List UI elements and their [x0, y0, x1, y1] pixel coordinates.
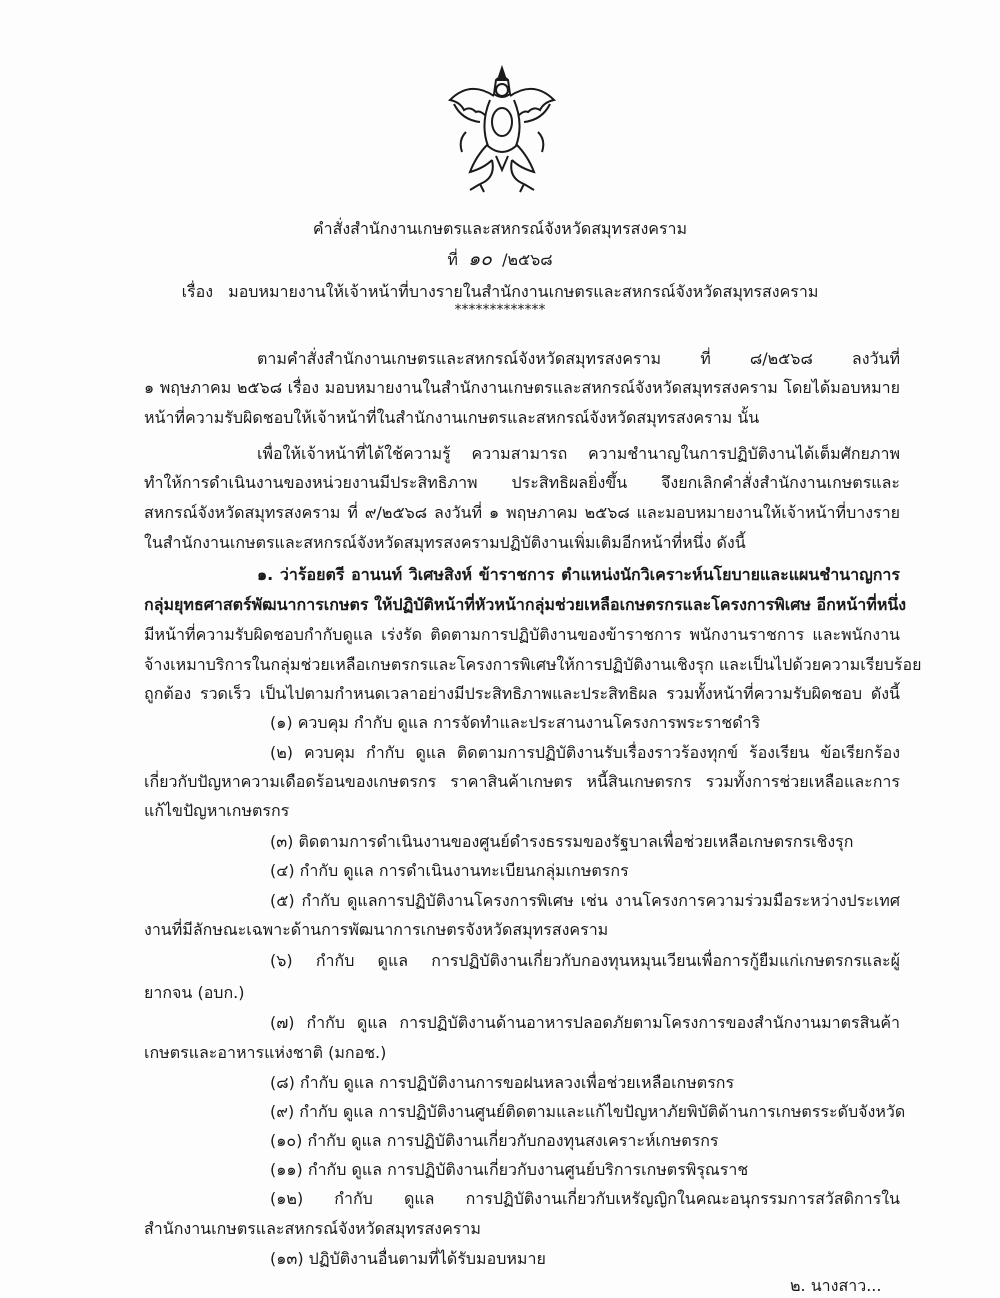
- duty-item: (๑๑) กำกับ ดูแล การปฏิบัติงานเกี่ยวกับงานศูนย์บริการเกษตรพิรุณราช: [270, 1160, 749, 1179]
- assignment-1-line: มีหน้าที่ความรับผิดชอบกำกับดูแล เร่งรัด ติดตามการปฏิบัติงานของข้าราชการ พนักงานราชการ และพนักงาน: [144, 625, 900, 644]
- paragraph-2-line: ในสำนักงานเกษตรและสหกรณ์จังหวัดสมุทรสงครามปฏิบัติงานเพิ่มเติมอีกหน้าที่หนึ่ง ดังนี้: [144, 533, 746, 552]
- duty-item-cont: สำนักงานเกษตรและสหกรณ์จังหวัดสมุทรสงคราม: [144, 1219, 481, 1238]
- duty-item: (๑) ควบคุม กำกับ ดูแล การจัดทำและประสานงานโครงการพระราชดำริ: [270, 713, 761, 732]
- duty-item: (๑๒) กำกับ ดูแล การปฏิบัติงานเกี่ยวกับเหรัญญิกในคณะอนุกรรมการสวัสดิการใน: [270, 1189, 900, 1208]
- duty-item: (๒) ควบคุม กำกับ ดูแล ติดตามการปฏิบัติงานรับเรื่องราวร้องทุกข์ ร้องเรียน ข้อเรียกร้อง: [270, 743, 900, 762]
- paragraph-1-line: ตามคำสั่งสำนักงานเกษตรและสหกรณ์จังหวัดสมุทรสงคราม ที่ ๘/๒๕๖๘ ลงวันที่: [257, 349, 900, 368]
- assignment-1-line: จ้างเหมาบริการในกลุ่มช่วยเหลือเกษตรกรและโครงการพิเศษให้การปฏิบัติงานเชิงรุก และเป็นไปด้วยความเรียบร้อย: [144, 655, 922, 674]
- page-continuation: ๒. นางสาว...: [790, 1276, 882, 1295]
- duty-item: (๙) กำกับ ดูแล การปฏิบัติงานศูนย์ติดตามและแก้ไขปัญหาภัยพิบัติด้านการเกษตรระดับจังหวัด: [270, 1102, 906, 1121]
- duty-item-cont: งานที่มีลักษณะเฉพาะด้านการพัฒนาการเกษตรจังหวัดสมุทรสงคราม: [144, 920, 609, 939]
- assignment-1-heading: ๑. ว่าร้อยตรี อานนท์ วิเศษสิงห์ ข้าราชการ ตำแหน่งนักวิเคราะห์นโยบายและแผนชำนาญการ: [257, 565, 900, 584]
- duty-item: (๔) กำกับ ดูแล การดำเนินงานทะเบียนกลุ่มเกษตรกร: [270, 861, 629, 880]
- duty-item: (๘) กำกับ ดูแล การปฏิบัติงานการขอฝนหลวงเพื่อช่วยเหลือเกษตรกร: [270, 1073, 735, 1092]
- order-title: คำสั่งสำนักงานเกษตรและสหกรณ์จังหวัดสมุทรสงคราม: [312, 219, 688, 238]
- duty-item: (๑๓) ปฏิบัติงานอื่นตามที่ได้รับมอบหมาย: [270, 1249, 546, 1268]
- paragraph-2-line: สหกรณ์จังหวัดสมุทรสงคราม ที่ ๙/๒๕๖๘ ลงวันที่ ๑ พฤษภาคม ๒๕๖๘ และมอบหมายงานให้เจ้าหน้าที่บางราย: [144, 503, 900, 522]
- duty-item: (๓) ติดตามการดำเนินงานของศูนย์ดำรงธรรมของรัฐบาลเพื่อช่วยเหลือเกษตรกรเชิงรุก: [270, 832, 854, 851]
- duty-item: (๑๐) กำกับ ดูแล การปฏิบัติงานเกี่ยวกับกองทุนสงเคราะห์เกษตรกร: [270, 1131, 719, 1150]
- paragraph-1-line: ๑ พฤษภาคม ๒๕๖๘ เรื่อง มอบหมายงานในสำนักงานเกษตรและสหกรณ์จังหวัดสมุทรสงคราม โดยได้มอบหมาย: [144, 378, 900, 397]
- subject-text: มอบหมายงานให้เจ้าหน้าที่บางรายในสำนักงานเกษตรและสหกรณ์จังหวัดสมุทรสงคราม: [228, 282, 819, 301]
- order-number-handwritten: ๑๐: [468, 248, 492, 270]
- duty-item-cont: เกี่ยวกับปัญหาความเดือดร้อนของเกษตรกร ราคาสินค้าเกษตร หนี้สินเกษตรกร รวมทั้งการช่วยเหลือและการ: [144, 772, 900, 791]
- duty-item-cont: แก้ไขปัญหาเกษตรกร: [144, 801, 290, 820]
- assignment-1-heading: กลุ่มยุทธศาสตร์พัฒนาการเกษตร ให้ปฏิบัติหน้าที่หัวหน้ากลุ่มช่วยเหลือเกษตรกรและโครงการพิเศษ อีกหน้าที่หนึ่ง: [144, 595, 907, 614]
- paragraph-2-line: ทำให้การดำเนินงานของหน่วยงานมีประสิทธิภาพ ประสิทธิผลยิ่งขึ้น จึงยกเลิกคำสั่งสำนักงานเกษตรและ: [144, 473, 900, 492]
- order-number-prefix: ที่: [447, 250, 458, 269]
- garuda-emblem-icon: [440, 60, 565, 195]
- divider-stars: *************: [454, 302, 546, 318]
- duty-item: (๖) กำกับ ดูแล การปฏิบัติงานเกี่ยวกับกองทุนหมุนเวียนเพื่อการกู้ยืมแก่เกษตรกรและผู้: [270, 951, 900, 970]
- assignment-1-line: ถูกต้อง รวดเร็ว เป็นไปตามกำหนดเวลาอย่างมีประสิทธิภาพและประสิทธิผล รวมทั้งหน้าที่ความรับผิดชอบ ดังนี้: [144, 684, 900, 703]
- duty-item: (๕) กำกับ ดูแลการปฏิบัติงานโครงการพิเศษ เช่น งานโครงการความร่วมมือระหว่างประเทศ: [270, 891, 900, 910]
- paragraph-1-line: หน้าที่ความรับผิดชอบให้เจ้าหน้าที่ในสำนักงานเกษตรและสหกรณ์จังหวัดสมุทรสงคราม นั้น: [144, 408, 760, 427]
- order-number-suffix: /๒๕๖๘: [502, 250, 553, 269]
- paragraph-2-line: เพื่อให้เจ้าหน้าที่ได้ใช้ความรู้ ความสามารถ ความชำนาญในการปฏิบัติงานได้เต็มศักยภาพ: [257, 444, 900, 463]
- duty-item-cont: เกษตรและอาหารแห่งชาติ (มกอช.): [144, 1043, 387, 1062]
- duty-item-cont: ยากจน (อบก.): [144, 983, 245, 1002]
- order-number: [0, 244, 1000, 274]
- duty-item: (๗) กำกับ ดูแล การปฏิบัติงานด้านอาหารปลอดภัยตามโครงการของสำนักงานมาตรสินค้า: [270, 1013, 900, 1032]
- subject-label: เรื่อง: [181, 282, 214, 301]
